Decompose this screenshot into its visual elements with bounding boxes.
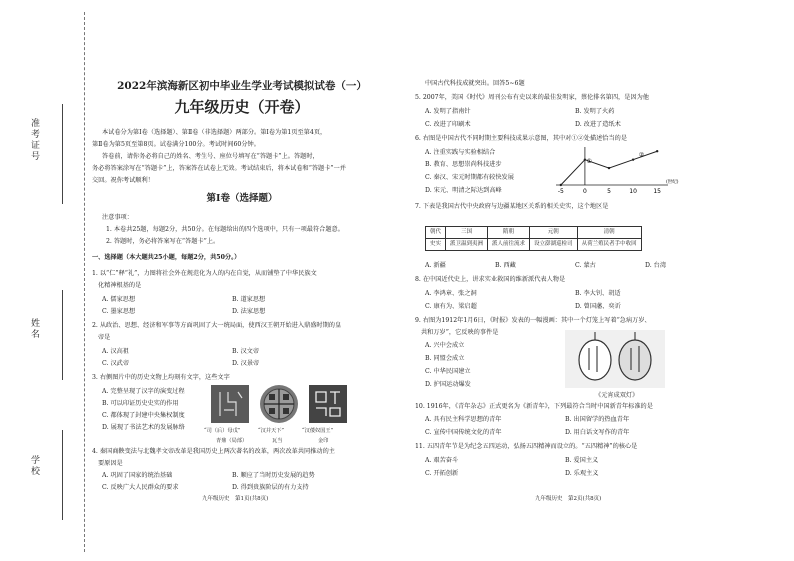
artifact-image-tile xyxy=(258,383,300,428)
intro-line: 第Ⅱ卷为第5页至第8页。试卷满分100分。考试时间60分钟。 xyxy=(92,141,260,148)
question-9: 9. 右图为1912年1月6日，《时报》发表的一幅漫画：其中一个灯笼上写着“急病万岁、 xyxy=(415,317,651,324)
intro-line: 交回。祝你考试顺利！ xyxy=(92,177,154,184)
question-11: 11. 五四青年节是为纪念五四运动，弘扬五四精神而设立的。“五四精神”的核心是 xyxy=(415,443,638,450)
question-10: 10. 1916年，《青年杂志》正式更名为《新青年》，下列最符合当时中国新青年标准的是 xyxy=(415,403,653,410)
q4-option: A. 巩固了国家的统治基础 xyxy=(102,472,173,479)
table-cell: 隋朝 xyxy=(488,227,530,239)
section-heading: 一、选择题（本大题共25小题，每题2分，共50分。） xyxy=(92,254,241,261)
intro-line: 答卷前，请你务必将自己的姓名、考生号、座位号填写在“答题卡”上。答题时， xyxy=(102,153,319,160)
artifact-caption: “汉并天下” xyxy=(258,428,285,434)
q9-option: C. 中华民国建立 xyxy=(425,368,471,375)
artifact-caption: “司（后）母戊” xyxy=(204,428,241,434)
table-cell: 三国 xyxy=(446,227,488,239)
mark-label: ② xyxy=(638,151,645,159)
question-9-cont: 共和万岁”，它反映的事件是 xyxy=(421,329,499,336)
q1-option: D. 法家思想 xyxy=(232,308,266,315)
lantern-cartoon-image xyxy=(565,330,665,391)
exam-number-label: 准考证号 xyxy=(29,118,39,162)
x-tick-label: 10 xyxy=(629,188,637,195)
x-tick-label: 0 xyxy=(582,188,587,195)
name-label: 姓名 xyxy=(29,318,39,340)
question-2: 2. 从政治、思想、经济和军事等方面巩固了大一统局面，使西汉王朝开始进入鼎盛时期的皇 xyxy=(92,322,342,329)
question-1: 1. 以“仁”释“礼”，力图将社会外在规范化为人的内在自觉，从而铺垫了中华民族文 xyxy=(92,270,317,277)
page-two xyxy=(415,0,705,561)
page-one xyxy=(92,0,392,561)
q9-option: A. 兴中会成立 xyxy=(425,342,465,349)
q2-option: C. 汉武帝 xyxy=(102,360,130,367)
q3-option: A. 完整呈现了汉字的演变过程 xyxy=(102,388,185,395)
table-cell: 派人前往流求 xyxy=(488,239,530,251)
q11-option: A. 艰苦奋斗 xyxy=(425,457,459,464)
question-5: 5. 2007年，美国《时代》周刊公布有史以来的最佳发明家，蔡伦排名第四，是因为他 xyxy=(415,94,649,101)
q8-option: C. 康有为、梁启超 xyxy=(425,303,477,310)
question-3: 3. 右侧图片中的历史文物上均刻有文字，这些文字 xyxy=(92,374,230,381)
artifact-image-bronze xyxy=(210,384,250,427)
q9-option: B. 同盟会成立 xyxy=(425,355,465,362)
page-footer: 九年级历史 第2页(共8页) xyxy=(535,496,602,502)
table-cell: 元朝 xyxy=(530,227,578,239)
table-cell: 派卫温到夷洲 xyxy=(446,239,488,251)
q1-option: B. 道家思想 xyxy=(232,296,266,303)
notes-heading: 注意事项： xyxy=(102,214,133,221)
q2-option: B. 汉文帝 xyxy=(232,348,260,355)
q5-option: D. 改进了造纸术 xyxy=(575,121,621,128)
question-2-cont: 帝是 xyxy=(98,334,111,341)
exam-title: 2022年滨海新区初中毕业生学业考试模拟试卷（一） xyxy=(117,80,367,92)
cartoon-caption: 《元宵成双灯》 xyxy=(595,392,639,399)
intro-line: 本试卷分为第Ⅰ卷（选择题）、第Ⅱ卷（非选择题）两部分。第Ⅰ卷为第1页至第4页， xyxy=(102,129,327,136)
tech-chart-svg xyxy=(550,141,680,201)
q4-option: C. 反映广大人民群众的要求 xyxy=(102,484,179,491)
table-cell: 朝代 xyxy=(426,227,446,239)
artifact-caption: 金印 xyxy=(318,438,329,444)
q10-option: B. 出国留学的热血青年 xyxy=(565,416,630,423)
q6-option: D. 宋元、明清之际达到高峰 xyxy=(425,187,502,194)
q8-option: B. 李大钊、胡适 xyxy=(575,290,621,297)
q1-option: A. 儒家思想 xyxy=(102,296,136,303)
school-line xyxy=(62,430,63,520)
section-title: 第Ⅰ卷（选择题） xyxy=(206,193,278,204)
q2-option: A. 汉高祖 xyxy=(102,348,129,355)
q3-option: D. 展现了书法艺术的发展脉络 xyxy=(102,424,185,431)
q11-option: B. 爱国主义 xyxy=(565,457,599,464)
question-4: 4. 秦国商鞅变法与北魏孝文帝改革是我国历史上两次著名的改革，两次改革共同推动的主 xyxy=(92,448,335,455)
data-point xyxy=(632,158,634,160)
q4-option: B. 顺应了当时历史发展的趋势 xyxy=(232,472,315,479)
exam-number-line xyxy=(62,104,63,204)
question-1-cont: 化精神根基的是 xyxy=(98,282,142,289)
q7-option: B. 西藏 xyxy=(495,262,516,269)
question-8: 8. 在中国近代史上，讲求实业救国的维新派代表人物是 xyxy=(415,276,566,283)
q10-option: C. 宣传中国传统文化的青年 xyxy=(425,429,502,436)
q9-option: D. 护国运动爆发 xyxy=(425,381,471,388)
name-line xyxy=(62,290,63,380)
table-row xyxy=(426,239,642,251)
q5-option: C. 改进了印刷术 xyxy=(425,121,471,128)
q8-option: A. 李鸿章、张之洞 xyxy=(425,290,477,297)
x-tick-label: -5 xyxy=(557,188,564,195)
q10-option: A. 具有民主科学思想的青年 xyxy=(425,416,502,423)
q7-table xyxy=(425,226,642,251)
tech-chart xyxy=(550,141,680,204)
q3-option: B. 可以印证历史史实的作用 xyxy=(102,400,179,407)
x-tick-label: 5 xyxy=(607,188,611,195)
q6-option: B. 教育、思想崇尚科技进步 xyxy=(425,161,502,168)
data-point xyxy=(608,167,610,169)
artifact-caption: 青鼎（局部） xyxy=(216,438,248,444)
artifact-caption: “汉倭奴国王” xyxy=(302,428,334,434)
note-line: 2. 答题时，务必将答案写在“答题卡”上。 xyxy=(106,238,220,245)
question-6: 6. 右图是中国古代不同时期主要科技成果示意图，其中对①②处描述恰当的是 xyxy=(415,135,628,142)
q1-option: C. 墨家思想 xyxy=(102,308,136,315)
q7-option: D. 台湾 xyxy=(645,262,667,269)
q5-option: B. 发明了火药 xyxy=(575,108,615,115)
table-cell: 设立澎湖巡检司 xyxy=(530,239,578,251)
data-point xyxy=(560,184,562,186)
q7-option: A. 新疆 xyxy=(425,262,446,269)
page-footer: 九年级历史 第1页(共8页) xyxy=(202,496,269,502)
table-cell: 从荷兰殖民者手中收回 xyxy=(577,239,641,251)
q3-option: C. 都体现了封建中央集权制度 xyxy=(102,412,185,419)
table-header-row xyxy=(426,227,642,239)
q7-option: C. 蒙古 xyxy=(575,262,596,269)
artifact-image-seal xyxy=(308,384,348,427)
q10-option: D. 用白话文写作的青年 xyxy=(565,429,630,436)
question-4-cont: 要原因是 xyxy=(98,460,123,467)
group-intro: 中国古代科技成就突出。回答5~6题 xyxy=(425,80,525,87)
intro-line: 务必将答案涂写在“答题卡”上，答案答在试卷上无效。考试结束后，将本试卷和“答题卡”一并 xyxy=(92,165,346,172)
q11-option: C. 开拓创新 xyxy=(425,470,459,477)
question-7: 7. 下表是我国古代中央政府与边疆某地区关系的相关史实，这个地区是 xyxy=(415,203,609,210)
table-cell: 清朝 xyxy=(577,227,641,239)
q6-option: A. 注重实践与实验相结合 xyxy=(425,149,496,156)
mark-label: ① xyxy=(586,158,592,166)
exam-subtitle: 九年级历史（开卷） xyxy=(174,98,310,116)
school-label: 学校 xyxy=(29,455,39,477)
q6-option: C. 秦汉、宋元时期都有较快发展 xyxy=(425,174,514,181)
q8-option: D. 曾国藩、奕䜣 xyxy=(575,303,621,310)
note-line: 1. 本卷共25题，每题2分，共50分。在每题给出的四个选项中，只有一项最符合题意。 xyxy=(106,226,344,233)
q4-option: D. 得到贵族阶层的有力支持 xyxy=(232,484,309,491)
table-cell: 史实 xyxy=(426,239,446,251)
data-point xyxy=(656,150,658,152)
x-unit-label: (世纪) xyxy=(666,180,679,185)
q11-option: D. 乐观主义 xyxy=(565,470,599,477)
q2-option: D. 汉景帝 xyxy=(232,360,260,367)
seal-line xyxy=(84,12,85,552)
binding-margin xyxy=(0,0,80,561)
q5-option: A. 发明了指南针 xyxy=(425,108,471,115)
artifact-caption: 瓦当 xyxy=(272,438,283,444)
x-tick-label: 15 xyxy=(653,188,662,195)
